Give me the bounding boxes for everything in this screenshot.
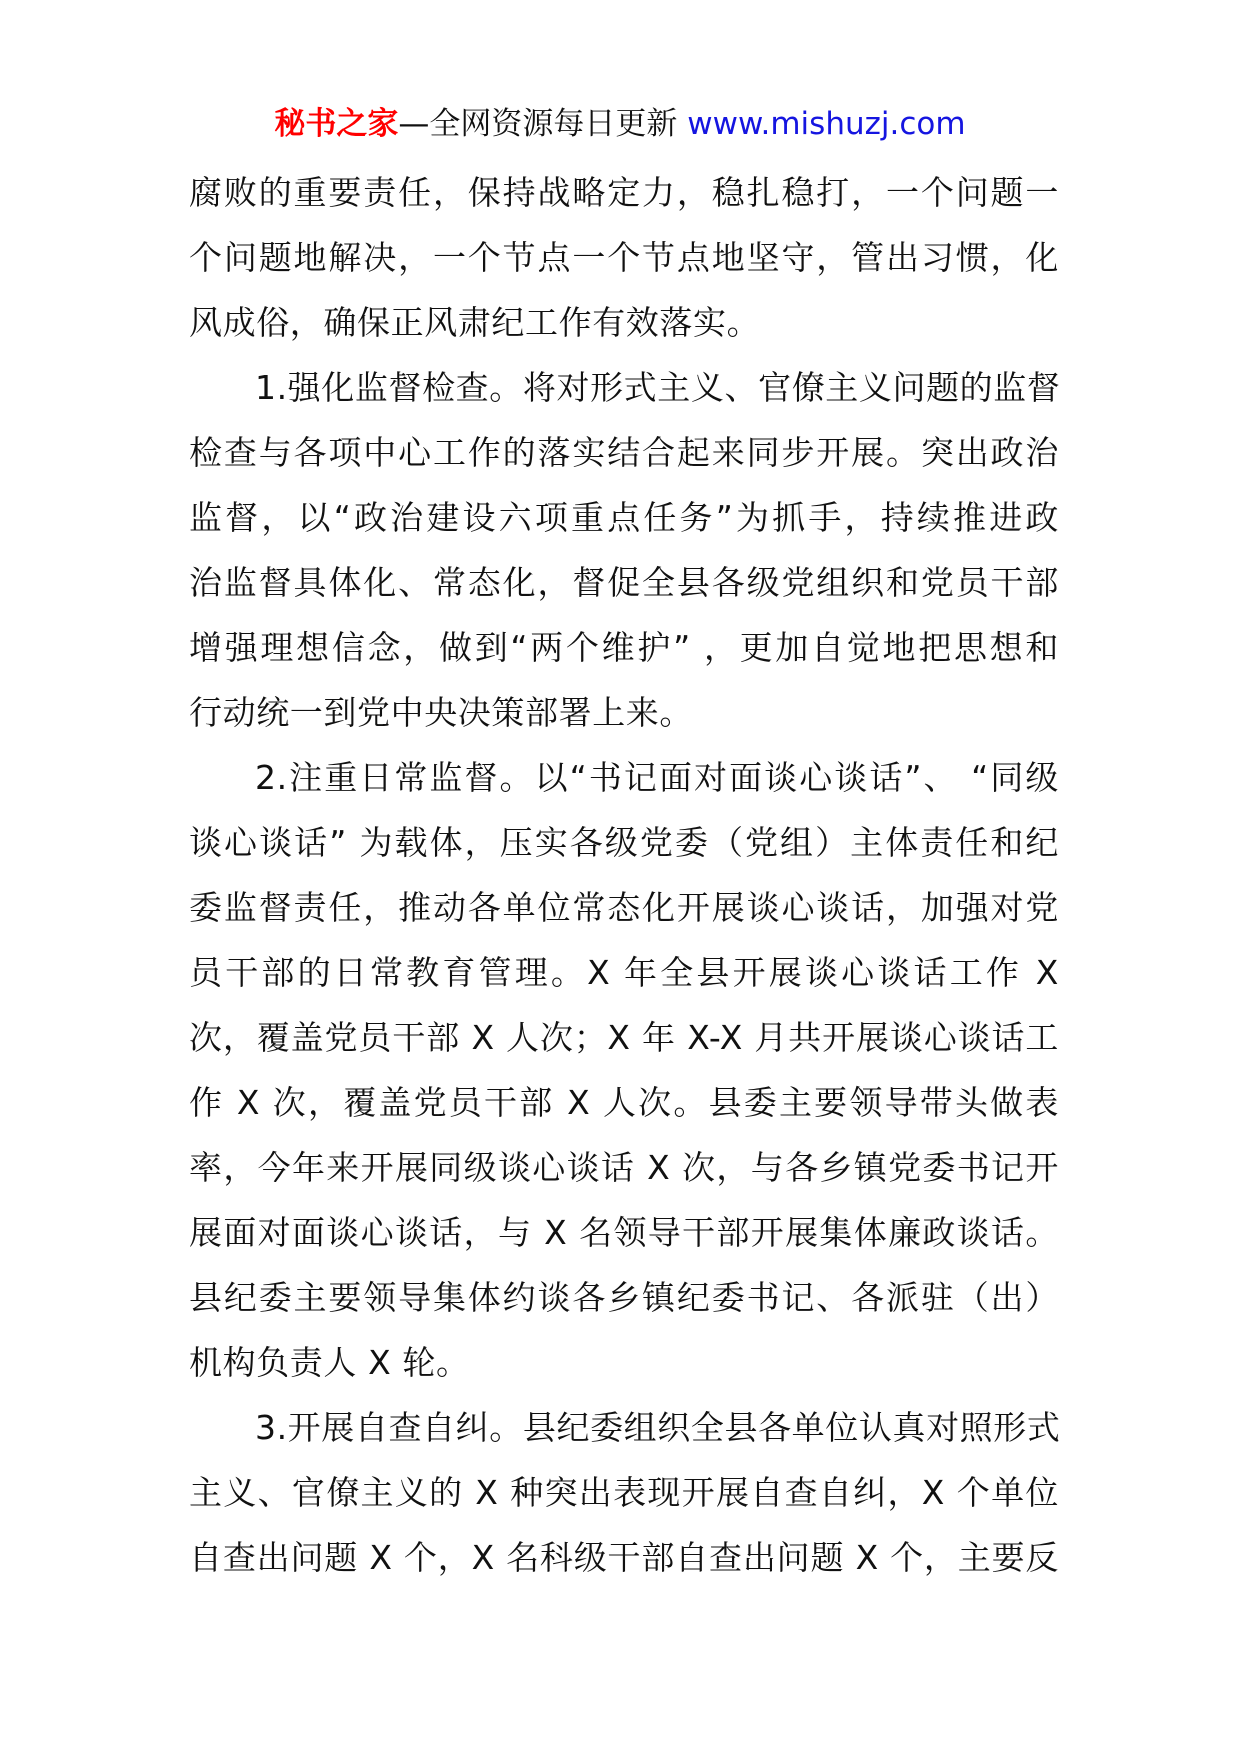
- text-line: 展面对面谈心谈话，与 X 名领导干部开展集体廉政谈话。: [189, 1213, 1059, 1252]
- text-line: 自查出问题 X 个，X 名科级干部自查出问题 X 个，主要反: [189, 1538, 1059, 1577]
- brand-name: 秘书之家: [274, 106, 399, 142]
- text-line: 增强理想信念，做到“两个维护” ，更加自觉地把思想和: [189, 628, 1059, 667]
- text-line: 个问题地解决，一个节点一个节点地坚守，管出习惯，化: [189, 238, 1059, 277]
- header-tagline: —全网资源每日更新: [398, 106, 678, 142]
- text-line: 委监督责任，推动各单位常态化开展谈心谈话，加强对党: [189, 888, 1059, 927]
- text-line: 机构负责人 X 轮。: [189, 1343, 470, 1382]
- text-line: 作 X 次，覆盖党员干部 X 人次。县委主要领导带头做表: [189, 1083, 1059, 1122]
- text-line: 腐败的重要责任，保持战略定力，稳扎稳打，一个问题一: [189, 173, 1059, 212]
- text-line: 风成俗，确保正风肃纪工作有效落实。: [189, 303, 761, 342]
- text-line: 谈心谈话” 为载体，压实各级党委（党组）主体责任和纪: [189, 823, 1059, 862]
- page-header: [0, 100, 1240, 148]
- text-line: 3.开展自查自纠。县纪委组织全县各单位认真对照形式: [255, 1408, 1061, 1447]
- text-line: 率，今年来开展同级谈心谈话 X 次，与各乡镇党委书记开: [189, 1148, 1059, 1187]
- text-line: 员干部的日常教育管理。X 年全县开展谈心谈话工作 X: [189, 953, 1059, 992]
- text-line: 次，覆盖党员干部 X 人次；X 年 X-X 月共开展谈心谈话工: [189, 1018, 1059, 1057]
- text-line: 1.强化监督检查。将对形式主义、官僚主义问题的监督: [255, 368, 1061, 407]
- text-line: 监督，以“政治建设六项重点任务”为抓手，持续推进政: [189, 498, 1059, 537]
- text-line: 治监督具体化、常态化，督促全县各级党组织和党员干部: [189, 563, 1059, 602]
- text-line: 县纪委主要领导集体约谈各乡镇纪委书记、各派驻（出）: [189, 1278, 1059, 1317]
- text-line: 主义、官僚主义的 X 种突出表现开展自查自纠，X 个单位: [189, 1473, 1059, 1512]
- text-line: 行动统一到党中央决策部署上来。: [189, 693, 693, 732]
- text-line: 2.注重日常监督。以“书记面对面谈心谈话”、 “同级: [255, 758, 1059, 797]
- text-line: 检查与各项中心工作的落实结合起来同步开展。突出政治: [189, 433, 1059, 472]
- document-body: [189, 160, 1059, 1590]
- website-link[interactable]: www.mishuzj.com: [687, 106, 966, 142]
